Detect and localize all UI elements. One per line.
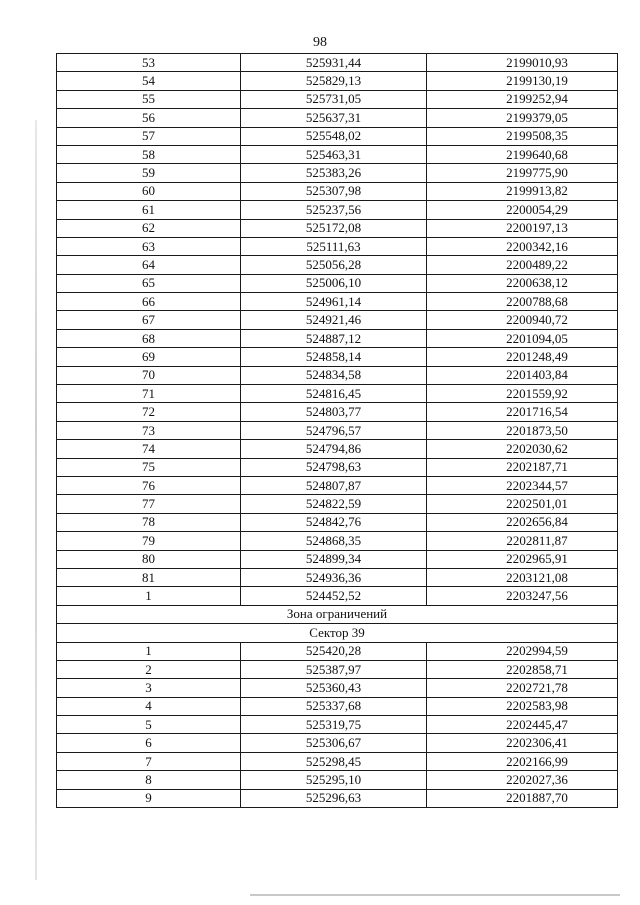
- coordinate-y: 2199913,82: [427, 182, 618, 200]
- coordinate-x: 525298,45: [241, 752, 427, 770]
- table-row: [57, 587, 618, 605]
- point-number: 7: [57, 752, 241, 770]
- sector-table-row: [57, 679, 618, 697]
- table-row: [57, 440, 618, 458]
- table-row: [57, 219, 618, 237]
- coordinate-y: 2199130,19: [427, 72, 618, 90]
- table-row: [57, 568, 618, 586]
- coordinate-x: 524936,36: [241, 568, 427, 586]
- coordinate-y: 2200054,29: [427, 201, 618, 219]
- scan-edge-left: [35, 120, 37, 880]
- zone-title-row: [57, 605, 618, 623]
- coordinate-x: 524834,58: [241, 366, 427, 384]
- table-row: [57, 366, 618, 384]
- sector-table-row: [57, 642, 618, 660]
- coordinate-x: 524798,63: [241, 458, 427, 476]
- point-number: 9: [57, 789, 241, 807]
- coordinate-x: 524796,57: [241, 421, 427, 439]
- coordinate-y: 2202965,91: [427, 550, 618, 568]
- coordinate-y: 2200638,12: [427, 274, 618, 292]
- coordinate-y: 2203247,56: [427, 587, 618, 605]
- sector-table-row: [57, 716, 618, 734]
- point-number: 60: [57, 182, 241, 200]
- point-number: 5: [57, 716, 241, 734]
- point-number: 72: [57, 403, 241, 421]
- coordinate-x: 525548,02: [241, 127, 427, 145]
- point-number: 73: [57, 421, 241, 439]
- table-row: [57, 237, 618, 255]
- point-number: 64: [57, 256, 241, 274]
- point-number: 70: [57, 366, 241, 384]
- coordinates-table: [56, 53, 618, 808]
- point-number: 67: [57, 311, 241, 329]
- point-number: 80: [57, 550, 241, 568]
- coordinate-y: 2202166,99: [427, 752, 618, 770]
- coordinate-x: 525237,56: [241, 201, 427, 219]
- table-row: [57, 550, 618, 568]
- table-row: [57, 274, 618, 292]
- point-number: 61: [57, 201, 241, 219]
- sector-table-row: [57, 789, 618, 807]
- coordinate-y: 2199508,35: [427, 127, 618, 145]
- point-number: 53: [57, 54, 241, 72]
- coordinate-y: 2202656,84: [427, 513, 618, 531]
- table-row: [57, 293, 618, 311]
- coordinate-x: 525731,05: [241, 90, 427, 108]
- coordinate-x: 525383,26: [241, 164, 427, 182]
- table-row: [57, 109, 618, 127]
- point-number: 74: [57, 440, 241, 458]
- table-row: [57, 329, 618, 347]
- coordinate-x: 524887,12: [241, 329, 427, 347]
- table-row: [57, 164, 618, 182]
- zone-title: Зона ограничений: [57, 605, 618, 623]
- table-row: [57, 385, 618, 403]
- coordinate-x: 525463,31: [241, 145, 427, 163]
- coordinate-y: 2202721,78: [427, 679, 618, 697]
- coordinate-x: 525829,13: [241, 72, 427, 90]
- sector-table-row: [57, 697, 618, 715]
- coordinate-x: 524816,45: [241, 385, 427, 403]
- table-row: [57, 182, 618, 200]
- point-number: 81: [57, 568, 241, 586]
- coordinate-x: 525056,28: [241, 256, 427, 274]
- table-row: [57, 532, 618, 550]
- table-row: [57, 54, 618, 72]
- table-row: [57, 90, 618, 108]
- point-number: 4: [57, 697, 241, 715]
- coordinate-y: 2200788,68: [427, 293, 618, 311]
- coordinate-y: 2201094,05: [427, 329, 618, 347]
- point-number: 63: [57, 237, 241, 255]
- coordinate-y: 2200489,22: [427, 256, 618, 274]
- coordinate-x: 525360,43: [241, 679, 427, 697]
- point-number: 62: [57, 219, 241, 237]
- coordinate-x: 524794,86: [241, 440, 427, 458]
- coordinate-x: 525006,10: [241, 274, 427, 292]
- sector-table-row: [57, 660, 618, 678]
- coordinate-x: 524452,52: [241, 587, 427, 605]
- coordinate-x: 524858,14: [241, 348, 427, 366]
- coordinate-x: 525637,31: [241, 109, 427, 127]
- coordinate-y: 2202994,59: [427, 642, 618, 660]
- coordinate-x: 524803,77: [241, 403, 427, 421]
- coordinate-y: 2202030,62: [427, 440, 618, 458]
- page-number: 98: [313, 35, 327, 50]
- coordinate-y: 2202187,71: [427, 458, 618, 476]
- coordinate-y: 2201248,49: [427, 348, 618, 366]
- table-row: [57, 201, 618, 219]
- table-row: [57, 421, 618, 439]
- table-row: [57, 403, 618, 421]
- coordinate-x: 525307,98: [241, 182, 427, 200]
- point-number: 3: [57, 679, 241, 697]
- coordinate-y: 2202858,71: [427, 660, 618, 678]
- coordinate-x: 524868,35: [241, 532, 427, 550]
- point-number: 2: [57, 660, 241, 678]
- coordinate-y: 2201887,70: [427, 789, 618, 807]
- coordinate-x: 524899,34: [241, 550, 427, 568]
- coordinate-x: 525296,63: [241, 789, 427, 807]
- sector-table-body: [57, 642, 618, 808]
- coordinate-y: 2203121,08: [427, 568, 618, 586]
- point-number: 79: [57, 532, 241, 550]
- sector-table-row: [57, 734, 618, 752]
- coordinate-y: 2199775,90: [427, 164, 618, 182]
- coordinate-x: 525337,68: [241, 697, 427, 715]
- coordinate-x: 524822,59: [241, 495, 427, 513]
- coordinate-y: 2201403,84: [427, 366, 618, 384]
- coordinate-y: 2200342,16: [427, 237, 618, 255]
- point-number: 68: [57, 329, 241, 347]
- point-number: 1: [57, 642, 241, 660]
- table-row: [57, 476, 618, 494]
- coordinate-y: 2201873,50: [427, 421, 618, 439]
- coordinate-y: 2202811,87: [427, 532, 618, 550]
- coordinate-y: 2199252,94: [427, 90, 618, 108]
- point-number: 77: [57, 495, 241, 513]
- table-row: [57, 458, 618, 476]
- point-number: 58: [57, 145, 241, 163]
- sector-title: Сектор 39: [57, 624, 618, 642]
- coordinate-y: 2201559,92: [427, 385, 618, 403]
- point-number: 57: [57, 127, 241, 145]
- table-row: [57, 513, 618, 531]
- scan-edge-bottom: [250, 894, 620, 896]
- sector-table-row: [57, 771, 618, 789]
- coordinate-y: 2199010,93: [427, 54, 618, 72]
- coordinate-y: 2200197,13: [427, 219, 618, 237]
- coordinate-y: 2199640,68: [427, 145, 618, 163]
- coordinate-x: 524807,87: [241, 476, 427, 494]
- coordinate-y: 2200940,72: [427, 311, 618, 329]
- coordinate-y: 2202583,98: [427, 697, 618, 715]
- table-row: [57, 127, 618, 145]
- coordinate-y: 2201716,54: [427, 403, 618, 421]
- coordinate-x: 524961,14: [241, 293, 427, 311]
- coordinate-x: 525319,75: [241, 716, 427, 734]
- table-row: [57, 72, 618, 90]
- coordinate-x: 525111,63: [241, 237, 427, 255]
- coordinate-x: 525306,67: [241, 734, 427, 752]
- point-number: 66: [57, 293, 241, 311]
- sector-title-row: [57, 624, 618, 642]
- coordinate-y: 2202501,01: [427, 495, 618, 513]
- point-number: 8: [57, 771, 241, 789]
- coordinate-y: 2202027,36: [427, 771, 618, 789]
- coordinate-x: 525931,44: [241, 54, 427, 72]
- coordinate-x: 525295,10: [241, 771, 427, 789]
- point-number: 76: [57, 476, 241, 494]
- coordinate-y: 2199379,05: [427, 109, 618, 127]
- point-number: 6: [57, 734, 241, 752]
- point-number: 55: [57, 90, 241, 108]
- sector-table-row: [57, 752, 618, 770]
- point-number: 65: [57, 274, 241, 292]
- coordinate-x: 524842,76: [241, 513, 427, 531]
- coordinate-y: 2202344,57: [427, 476, 618, 494]
- point-number: 71: [57, 385, 241, 403]
- point-number: 78: [57, 513, 241, 531]
- zone-section: [57, 605, 618, 642]
- coordinate-y: 2202306,41: [427, 734, 618, 752]
- coordinate-x: 525387,97: [241, 660, 427, 678]
- point-number: 75: [57, 458, 241, 476]
- table-row: [57, 311, 618, 329]
- table-row: [57, 256, 618, 274]
- coordinate-x: 525420,28: [241, 642, 427, 660]
- point-number: 56: [57, 109, 241, 127]
- table-row: [57, 495, 618, 513]
- table-row: [57, 145, 618, 163]
- point-number: 54: [57, 72, 241, 90]
- point-number: 1: [57, 587, 241, 605]
- coordinate-x: 524921,46: [241, 311, 427, 329]
- point-number: 69: [57, 348, 241, 366]
- point-number: 59: [57, 164, 241, 182]
- coordinate-y: 2202445,47: [427, 716, 618, 734]
- table-row: [57, 348, 618, 366]
- coordinates-table-body: [57, 54, 618, 606]
- coordinate-x: 525172,08: [241, 219, 427, 237]
